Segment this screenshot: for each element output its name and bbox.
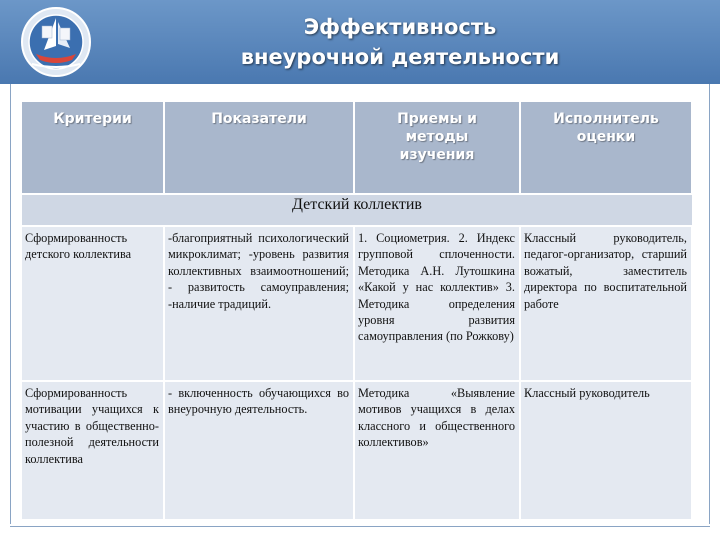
cell-methods: Методика «Выявление мотивов учащихся в делах классного и общественного коллективов» (354, 381, 520, 519)
cell-methods: 1. Социометрия. 2. Индекс групповой сплоченности. Методика А.Н. Лутошкина «Какой у нас коллектив» 3. Методика определения уровня развития самоуправления (по Рожкову) (354, 226, 520, 381)
effectiveness-table (22, 102, 693, 519)
cell-indicators: -благоприятный психологический микроклимат; -уровень развития коллективных взаимоотношений; - развитость самоуправления; -наличие традиций. (164, 226, 354, 381)
column-header-methods: Приемы и методы изучения (354, 102, 520, 194)
cell-evaluator: Классный руководитель (520, 381, 692, 519)
page-title (120, 12, 680, 72)
column-header-indicators: Показатели (164, 102, 354, 194)
cell-indicators: - включенность обучающихся во внеурочную деятельность. (164, 381, 354, 519)
section-title: Детский коллектив (22, 194, 692, 226)
column-header-criteria: Критерии (22, 102, 164, 194)
section-row (22, 194, 692, 226)
column-header-evaluator: Исполнитель оценки (520, 102, 692, 194)
title-line-2: внеурочной деятельности (240, 45, 560, 69)
cell-evaluator: Классный руководитель, педагог-организатор, старший вожатый, заместитель директора по воспитательной работе (520, 226, 692, 381)
table-row (22, 381, 692, 519)
school-logo (8, 4, 104, 80)
table-row (22, 226, 692, 381)
title-line-1: Эффективность (303, 15, 497, 39)
table-header-row (22, 102, 692, 194)
cell-criteria: Сформированность мотивации учащихся к участию в общественно-полезной деятельности коллектива (22, 381, 164, 519)
cell-criteria: Сформированность детского коллектива (22, 226, 164, 381)
